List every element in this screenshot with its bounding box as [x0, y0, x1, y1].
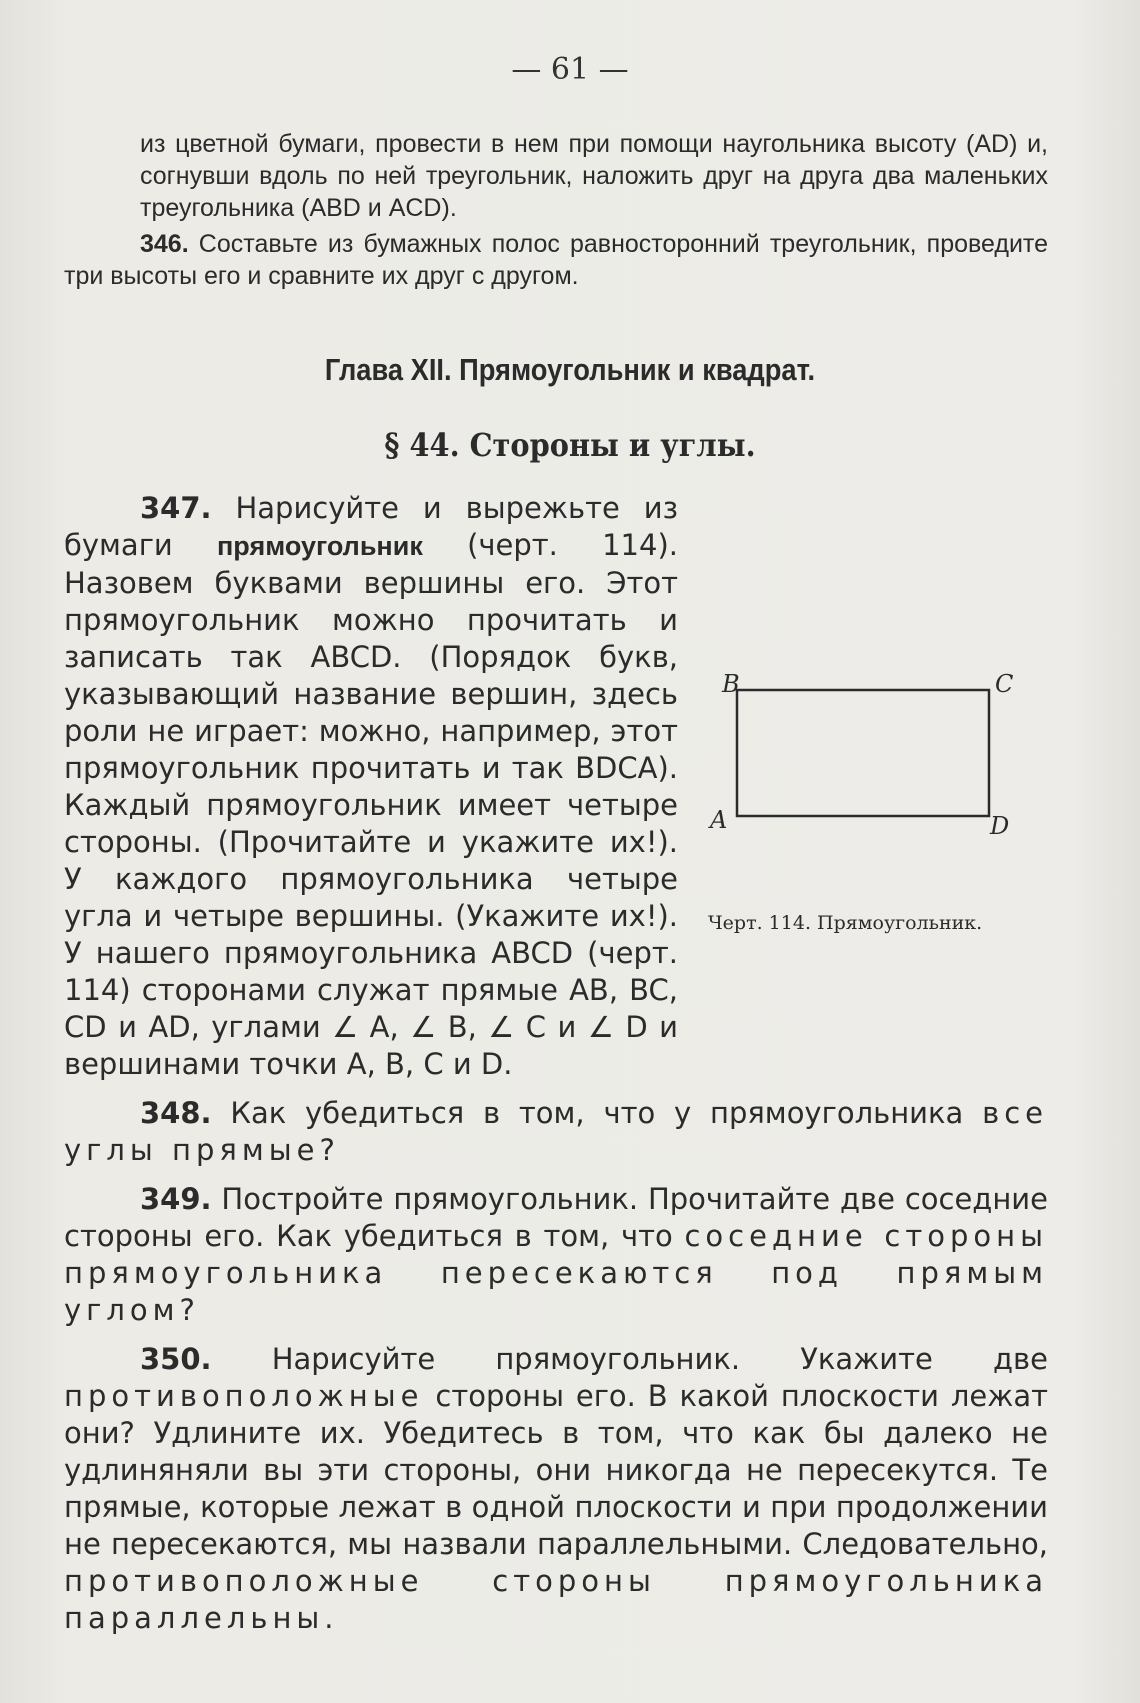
continuation-paragraph: из цветной бумаги, провести в нем при помощи наугольника высоту (AD) и, согнувши вдоль по ней треугольник, наложить друг на друга два маленьких треугольника (ABD и ACD). [140, 130, 1048, 222]
exercise-347-number: 347. [140, 491, 212, 525]
exercise-348 [64, 1095, 1048, 1169]
exercise-346 [64, 228, 1048, 292]
exercise-350-number: 350. [140, 1342, 212, 1376]
exercise-348-spaced: все углы прямые? [64, 1096, 1048, 1167]
main-text [64, 490, 1048, 1649]
figure-caption: Черт. 114. Прямоугольник. [708, 912, 983, 934]
vertex-label-a: A [710, 806, 728, 834]
exercise-348-text: Как убедиться в том, что у прямоугольника [211, 1096, 983, 1130]
exercise-347-bold-word: прямоугольник [217, 531, 423, 561]
vertex-label-b: B [722, 670, 740, 698]
exercise-349 [64, 1181, 1048, 1329]
exercise-348-number: 348. [140, 1096, 212, 1130]
page-number: — 61 — [511, 52, 629, 87]
exercise-349-spaced: соседние стороны прямоугольника пересекаются под прямым углом? [64, 1219, 1048, 1327]
exercise-347-text-a: Нарисуйте и вырежьте из бумаги [64, 491, 678, 562]
vertex-label-c: C [995, 670, 1014, 698]
exercise-350 [64, 1341, 1048, 1637]
figure-114 [698, 642, 1058, 1042]
exercise-350-spaced-b: противоположные стороны прямоугольника параллельны. [64, 1564, 1048, 1635]
rectangle-diagram [698, 642, 1058, 942]
exercise-347-text-b: (черт. 114). Назовем буквами вершины его. Этот прямоугольник можно прочитать и записать так ABCD. (Порядок букв, указывающий название вершин, здесь роли не играет: можно, например, этот прямоугольник прочитать и так BDCA). Каждый прямоугольник имеет четыре стороны. (Прочитайте и укажите их!). У каждого прямоугольника четыре угла и четыре вершины. (Укажите их!). У нашего прямоугольника ABCD (черт. 114) сторонами служат прямые AB, BC, CD и AD, углами ∠ A, ∠ B, ∠ C и ∠ D и вершинами точки A, B, C и D. [64, 528, 678, 1081]
exercise-349-text: Постройте прямоугольник. Прочитайте две соседние стороны его. Как убедиться в том, что [64, 1182, 1048, 1253]
exercise-350-text-a: Нарисуйте прямоугольник. Укажите две [211, 1342, 1048, 1376]
vertex-label-d: D [990, 812, 1010, 840]
exercise-346-text: Составьте из бумажных полос равносторонний треугольник, проведите три высоты его и сравните их друг с другом. [64, 230, 1048, 290]
rectangle-abcd [737, 690, 989, 816]
section-title: § 44. Стороны и углы. [384, 426, 756, 464]
exercise-346-number: 346. [140, 230, 189, 258]
exercise-350-text-b: стороны его. В какой плоскости лежат они? Удлините их. Убедитесь в том, что как бы далеко не удлиняняли вы эти стороны, они никогда не пересекутся. Те прямые, которые лежат в одной плоскости и при продолжении не пересекаются, мы назвали параллельными. Следовательно, [64, 1379, 1048, 1561]
exercise-350-spaced-a: противоположные [64, 1379, 424, 1413]
exercise-349-number: 349. [140, 1182, 212, 1216]
chapter-title: Глава XII. Прямоугольник и квадрат. [324, 352, 816, 387]
intro-block [64, 128, 1048, 292]
